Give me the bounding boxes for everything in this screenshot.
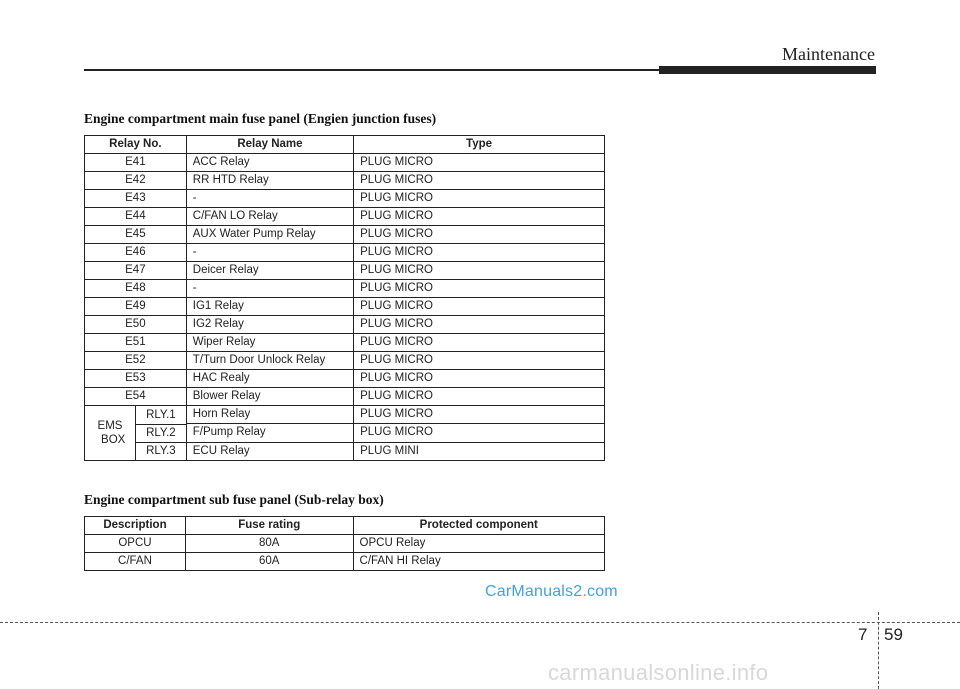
table-row — [85, 370, 605, 388]
bottom-watermark: carmanualsonline.info — [548, 660, 769, 685]
fuse-rating-cell: 60A — [185, 553, 353, 571]
chapter-number: 7 — [858, 625, 868, 644]
relay-type-cell: PLUG MICRO — [354, 280, 605, 298]
relay-no-cell: E43 — [85, 190, 187, 208]
relay-name-cell: - — [186, 244, 353, 262]
table-row — [85, 298, 605, 316]
main-relay-table — [84, 135, 605, 461]
relay-name-cell: Deicer Relay — [186, 262, 353, 280]
relay-name-cell: - — [186, 280, 353, 298]
table-row — [85, 334, 605, 352]
sub-fuse-panel-title: Engine compartment sub fuse panel (Sub-relay box) — [84, 492, 384, 507]
main-fuse-panel-title: Engine compartment main fuse panel (Engien junction fuses) — [84, 111, 437, 126]
ems-box-rows — [85, 406, 605, 461]
table-row — [85, 388, 605, 406]
table-row — [85, 226, 605, 244]
header-rule — [84, 69, 659, 71]
footer-divider — [0, 622, 960, 623]
table-row — [85, 244, 605, 262]
relay-type-cell: PLUG MICRO — [354, 208, 605, 226]
relay-name-cell: - — [186, 190, 353, 208]
relay-name-cell: IG2 Relay — [186, 316, 353, 334]
relay-no-cell: E45 — [85, 226, 187, 244]
ems-relay-no: RLY.2 — [136, 425, 186, 443]
column-header: Relay No. — [85, 136, 187, 154]
main-relay-rows — [85, 154, 605, 406]
relay-name-cell: Horn Relay — [186, 406, 353, 424]
table-row — [85, 535, 605, 553]
table-row — [85, 280, 605, 298]
ems-relay-no: RLY.3 — [146, 445, 176, 457]
relay-no-cell: E48 — [85, 280, 187, 298]
table-row — [85, 154, 605, 172]
relay-type-cell: PLUG MICRO — [354, 298, 605, 316]
relay-type-cell: PLUG MICRO — [354, 172, 605, 190]
relay-name-cell: IG1 Relay — [186, 298, 353, 316]
relay-type-cell: PLUG MICRO — [354, 424, 605, 442]
relay-no-cell: E41 — [85, 154, 187, 172]
relay-no-cell: E46 — [85, 244, 187, 262]
relay-type-cell: PLUG MICRO — [354, 190, 605, 208]
watermark-logo: CarManuals2.com — [485, 583, 618, 600]
relay-type-cell: PLUG MICRO — [354, 244, 605, 262]
column-header: Type — [354, 136, 605, 154]
relay-name-cell: T/Turn Door Unlock Relay — [186, 352, 353, 370]
page-number-divider — [878, 612, 879, 689]
relay-type-cell: PLUG MICRO — [354, 154, 605, 172]
relay-name-cell: HAC Realy — [186, 370, 353, 388]
relay-name-cell: Wiper Relay — [186, 334, 353, 352]
ems-box-label: EMS BOX — [85, 406, 136, 460]
column-header: Fuse rating — [185, 517, 353, 535]
table-row — [85, 208, 605, 226]
fuse-rating-cell: 80A — [185, 535, 353, 553]
relay-type-cell: PLUG MICRO — [354, 370, 605, 388]
relay-no-cell: E42 — [85, 172, 187, 190]
relay-name-cell: RR HTD Relay — [186, 172, 353, 190]
table-row — [85, 553, 605, 571]
relay-no-cell: E53 — [85, 370, 187, 388]
relay-type-cell: PLUG MICRO — [354, 262, 605, 280]
section-header-title: Maintenance — [782, 44, 875, 64]
relay-no-cell: E51 — [85, 334, 187, 352]
relay-type-cell: PLUG MICRO — [354, 406, 605, 424]
table-row — [85, 352, 605, 370]
relay-name-cell: AUX Water Pump Relay — [186, 226, 353, 244]
sub-relay-table — [84, 516, 605, 571]
relay-type-cell: PLUG MICRO — [354, 352, 605, 370]
relay-name-cell: ECU Relay — [186, 442, 353, 460]
relay-name-cell: ACC Relay — [186, 154, 353, 172]
table-row — [85, 172, 605, 190]
table-row — [85, 406, 605, 424]
relay-no-cell: E44 — [85, 208, 187, 226]
ems-relay-no: RLY.1 — [136, 406, 186, 425]
relay-no-cell: E50 — [85, 316, 187, 334]
table-row — [85, 262, 605, 280]
ems-box-cell — [85, 406, 187, 461]
table-row — [85, 316, 605, 334]
relay-type-cell: PLUG MICRO — [354, 226, 605, 244]
table-header-row — [85, 136, 605, 154]
protected-component-cell: C/FAN HI Relay — [353, 553, 604, 571]
relay-no-cell: E52 — [85, 352, 187, 370]
sub-relay-rows — [85, 535, 605, 571]
table-row — [85, 190, 605, 208]
relay-no-cell: E47 — [85, 262, 187, 280]
page-number: 59 — [884, 625, 903, 644]
relay-type-cell: PLUG MICRO — [354, 334, 605, 352]
relay-name-cell: Blower Relay — [186, 388, 353, 406]
relay-name-cell: C/FAN LO Relay — [186, 208, 353, 226]
protected-component-cell: OPCU Relay — [353, 535, 604, 553]
description-cell: OPCU — [85, 535, 186, 553]
column-header: Description — [85, 517, 186, 535]
relay-no-cell: E49 — [85, 298, 187, 316]
relay-type-cell: PLUG MICRO — [354, 388, 605, 406]
relay-type-cell: PLUG MINI — [354, 442, 605, 460]
header-rule-thick — [659, 66, 876, 74]
column-header: Relay Name — [186, 136, 353, 154]
relay-no-cell: E54 — [85, 388, 187, 406]
description-cell: C/FAN — [85, 553, 186, 571]
column-header: Protected component — [353, 517, 604, 535]
table-header-row — [85, 517, 605, 535]
relay-type-cell: PLUG MICRO — [354, 316, 605, 334]
relay-name-cell: F/Pump Relay — [186, 424, 353, 442]
